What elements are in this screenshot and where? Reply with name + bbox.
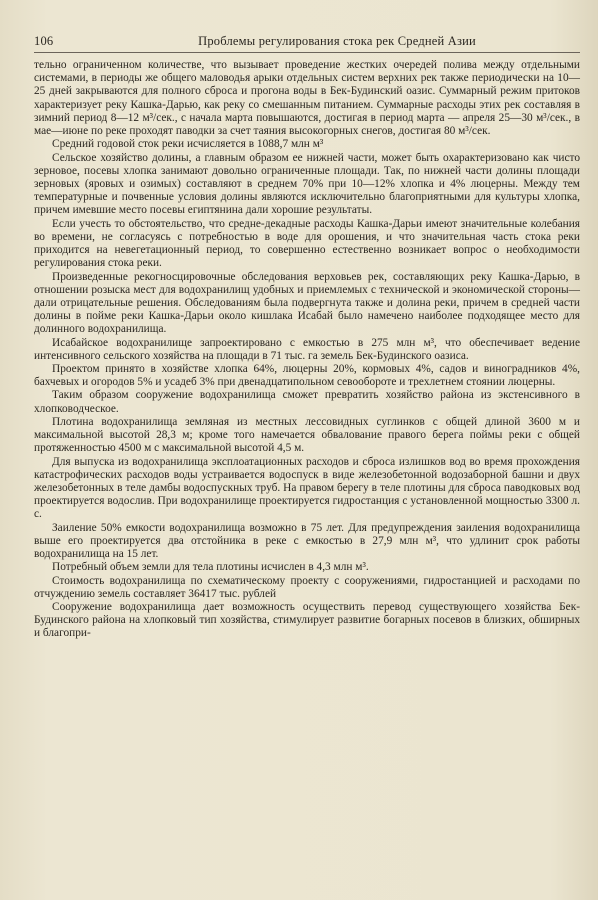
page-number: 106	[34, 34, 54, 48]
running-title: Проблемы регулирования стока рек Средней Азии	[198, 34, 476, 48]
paragraph-8: Таким образом сооружение водохранилища сможет превратить хозяйство района из экстенсивного в хлопководческое.	[34, 389, 580, 415]
paragraph-10: Для выпуска из водохранилища эксплоатационных расходов и сброса излишков вод во время прохождения катастрофических расходов воды устраивается водоспуск в виде железобетонной водозаборной башни и двух железобетонных в теле дамбы водоспускных труб. На правом берегу в теле плотины для сброса паводковых вод проектируется водослив. При водохранилище проектируется гидростанция с установленной мощностью 3300 л. с.	[34, 455, 580, 521]
paragraph-7: Проектом принято в хозяйстве хлопка 64%, люцерны 20%, кормовых 4%, садов и виноградников 4%, бахчевых и огородов 5% и усадеб 3% при двенадцатипольном севообороте и трехлетнем стоянии люцерны.	[34, 363, 580, 389]
paragraph-5: Произведенные рекогносцировочные обследования верховьев рек, составляющих реку Кашка-Дарью, в отношении розыска мест для водохранилищ удобных и приемлемых с технической и экономической стороны—дали отрицательные решения. Обследованиям была подвергнута также и долина реки, причем в средней части долины в пойме реки Кашка-Дарьи около кишлака Исабай было намечено наиболее подходящее место для долинного водохранилища.	[34, 270, 580, 336]
paragraph-3: Сельское хозяйство долины, а главным образом ее нижней части, может быть охарактеризовано как чисто зерновое, посевы хлопка занимают довольно ограниченные площади. Так, по нижней части долины площади зерновых (яровых и озимых) составляют в среднем 70% при 10—12% хлопка и 4% люцерны. Между тем температурные и почвенные условия долины являются исключительно благоприятными для культуры хлопка, причем имевшие место посевы египтянина дали хорошие результаты.	[34, 151, 580, 217]
paragraph-6: Исабайское водохранилище запроектировано с емкостью в 275 млн м³, что обеспечивает ведение интенсивного сельского хозяйства на площади в 71 тыс. га земель Бек-Будинского оазиса.	[34, 336, 580, 362]
paragraph-11: Заиление 50% емкости водохранилища возможно в 75 лет. Для предупреждения заиления водохранилища выше его проектируется два отстойника в реке с емкостью в 27,9 млн м³, что удлинит срок работы водохранилища на 15 лет.	[34, 521, 580, 561]
paragraph-13: Стоимость водохранилища по схематическому проекту с сооружениями, гидростанцией и расходами по отчуждению земель составляет 36417 тыс. рублей	[34, 574, 580, 600]
body-text	[34, 59, 580, 641]
paragraph-2: Средний годовой сток реки исчисляется в 1088,7 млн м³	[52, 138, 324, 151]
paragraph-12: Потребный объем земли для тела плотины исчислен в 4,3 млн м³.	[52, 561, 369, 574]
page-header	[34, 34, 580, 53]
paragraph-14: Сооружение водохранилища дает возможность осуществить перевод существующего хозяйства Бек-Будинского района на хлопковый тип хозяйства, стимулирует развитие богарных посевов в близких, обширных и благопри-	[34, 600, 580, 640]
paragraph-9: Плотина водохранилища земляная из местных лессовидных суглинков с общей длиной 3600 м и максимальной высотой 28,3 м; кроме того намечается обвалование правого берега поймы реки с общей протяженностью 4500 м с максимальной высотой 4,5 м.	[34, 415, 580, 455]
paragraph-4: Если учесть то обстоятельство, что средне-декадные расходы Кашка-Дарьи имеют значительные колебания во времени, не согласуясь с потребностью в воде для орошения, и что значительная часть стока реки приходится на невегетационный период, то совершенно естественно возникает вопрос о необходимости регулирования стока реки.	[34, 217, 580, 270]
paragraph-1: тельно ограниченном количестве, что вызывает проведение жестких очередей полива между отдельными системами, в периоды же общего маловодья арыки отдельных систем верхних рек также периодически на 10—25 дней закрываются для полного сброса и прогона воды в Бек-Будинский оазис. Суммарный режим притоков характеризует реку Кашка-Дарью, как реку со смешанным питанием. Суммарные расходы этих рек составляя в зимний период 8—12 м³/сек., с начала марта повышаются, достигая в период марта — апреля 25—30 м³/сек., в мае—июне по реке проходят паводки за счет таяния высокогорных снегов, достигая 80 м³/сек.	[34, 59, 580, 138]
